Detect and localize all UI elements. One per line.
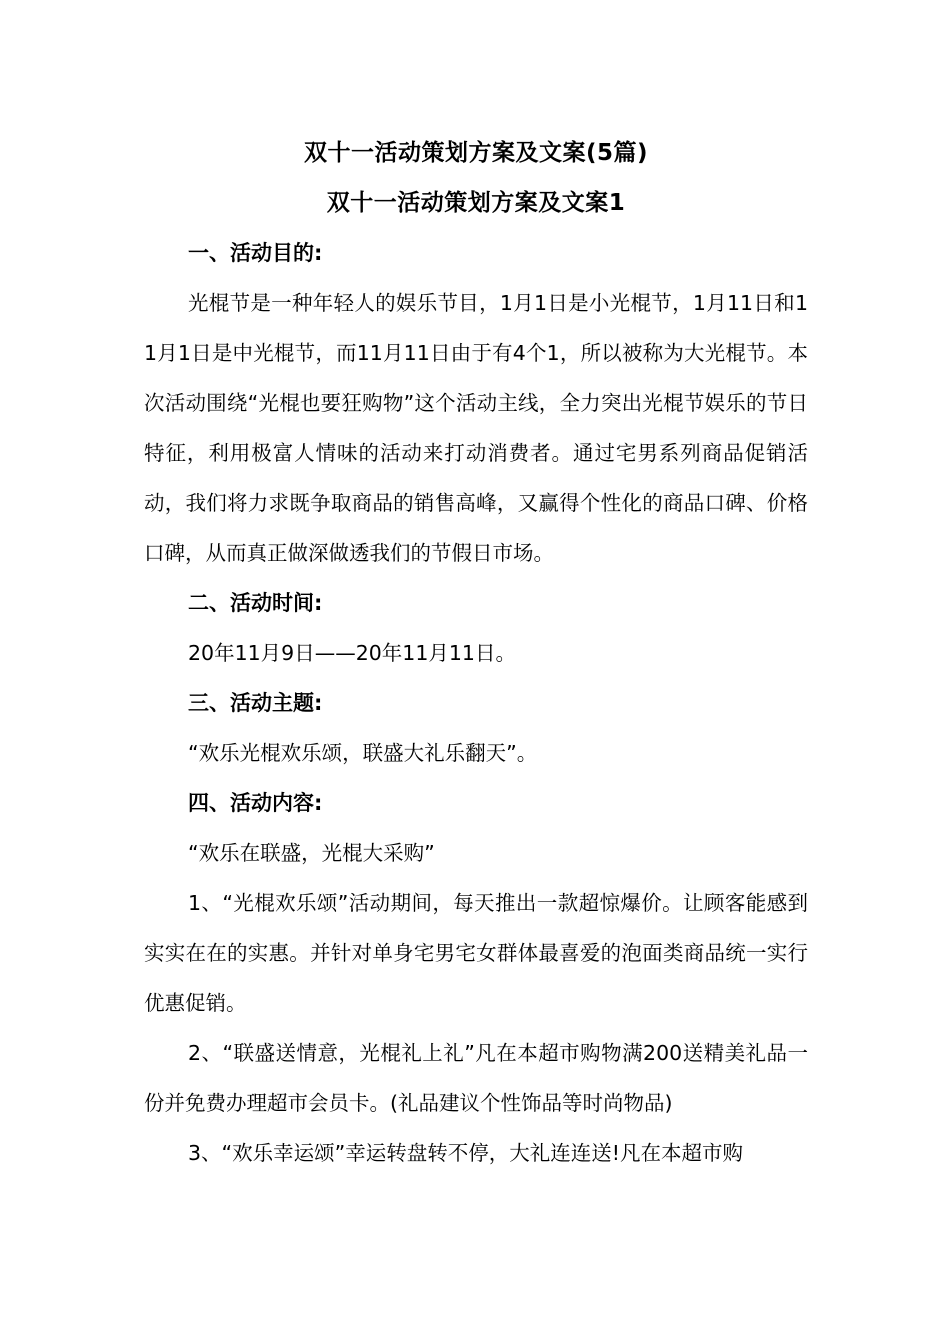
heading-purpose: 一、活动目的:: [188, 241, 323, 265]
heading-content: 四、活动内容:: [188, 791, 323, 815]
document-title: 双十一活动策划方案及文案(5篇): [303, 140, 649, 166]
paragraph-purpose: 光棍节是一种年轻人的娱乐节目，1月1日是小光棍节，1月11日和11月1日是中光棍节，而11月11日由于有4个1，所以被称为大光棍节。本次活动围绕“光棍也要狂购物”这个活动主线，全力突出光棍节娱乐的节日特征，利用极富人情味的活动来打动消费者。通过宅男系列商品促销活动，我们将力求既争取商品的销售高峰，又赢得个性化的商品口碑、价格口碑，从而真正做深做透我们的节假日市场。: [144, 291, 808, 565]
paragraph-time: 20年11月9日——20年11月11日。: [188, 641, 516, 665]
paragraph-content-item-2: 2、“联盛送情意，光棍礼上礼”凡在本超市购物满200送精美礼品一份并免费办理超市会员卡。(礼品建议个性饰品等时尚物品): [144, 1041, 808, 1115]
document-subtitle: 双十一活动策划方案及文案1: [326, 190, 626, 216]
heading-time: 二、活动时间:: [188, 591, 323, 615]
heading-theme: 三、活动主题:: [188, 691, 323, 715]
paragraph-content-item-1: 1、“光棍欢乐颂”活动期间，每天推出一款超惊爆价。让顾客能感到实实在在的实惠。并针对单身宅男宅女群体最喜爱的泡面类商品统一实行优惠促销。: [144, 891, 808, 1015]
paragraph-theme: “欢乐光棍欢乐颂，联盛大礼乐翻天”。: [188, 741, 538, 765]
paragraph-content-item-3: 3、“欢乐幸运颂”幸运转盘转不停，大礼连连送!凡在本超市购: [188, 1141, 743, 1165]
paragraph-content-slogan: “欢乐在联盛，光棍大采购”: [188, 841, 435, 865]
document-page: [144, 128, 808, 1178]
